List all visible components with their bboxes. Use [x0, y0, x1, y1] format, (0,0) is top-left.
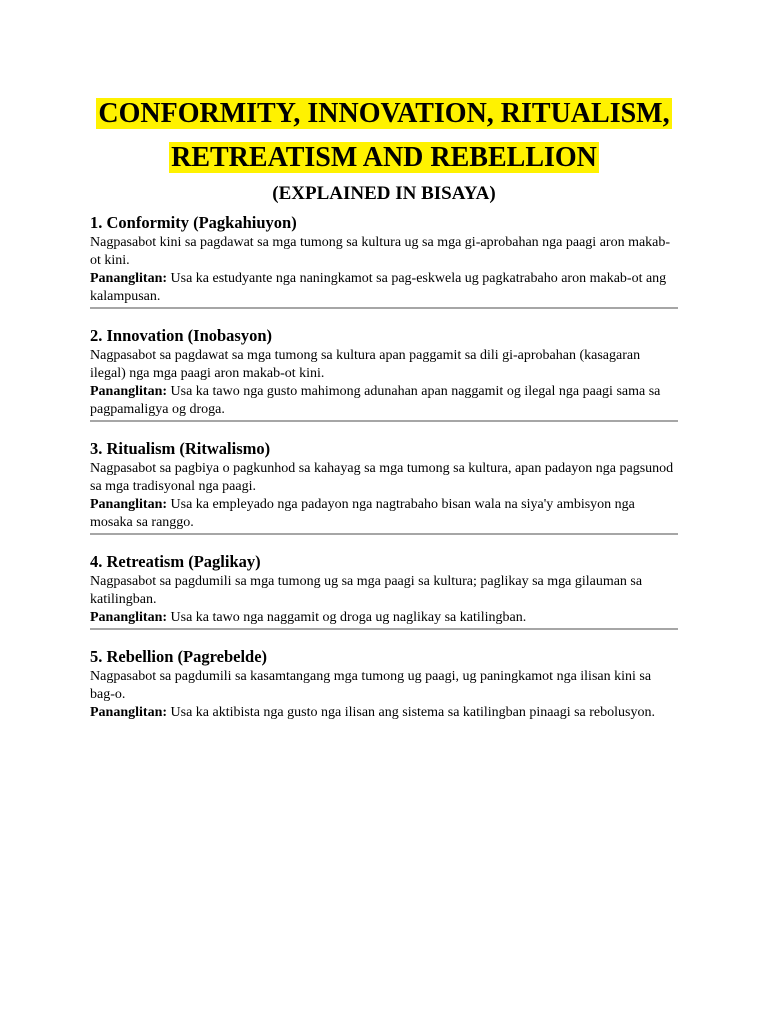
title-line-2: RETREATISM AND REBELLION: [171, 142, 597, 173]
section-heading: 3. Ritualism (Ritwalismo): [90, 439, 271, 458]
section-example: [90, 383, 678, 419]
section-innovation: [90, 325, 678, 422]
example-text: Usa ka aktibista nga gusto nga ilisan ang sistema sa katilingban pinaagi sa rebolusyon.: [170, 705, 655, 720]
section-body: Nagpasabot sa pagdawat sa mga tumong sa kultura apan paggamit sa dili gi-aprobahan (kasagaran ilegal) nga mga paagi aron makab-ot kini.: [90, 348, 641, 381]
section-conformity: [90, 212, 678, 309]
document-title: [90, 92, 678, 180]
section-divider: [90, 628, 678, 630]
example-text: Usa ka tawo nga naggamit og droga ug naglikay sa katilingban.: [170, 610, 527, 625]
example-text: Usa ka empleyado nga padayon nga nagtrabaho bisan wala na siya'y ambisyon nga mosaka sa ranggo.: [90, 497, 635, 530]
section-divider: [90, 420, 678, 422]
section-heading: 1. Conformity (Pagkahiuyon): [90, 213, 297, 232]
section-heading: 5. Rebellion (Pagrebelde): [90, 647, 268, 666]
section-example: [90, 609, 678, 627]
section-body: Nagpasabot sa pagbiya o pagkunhod sa kahayag sa mga tumong sa kultura, apan padayon nga pagsunod sa mga tradisyonal nga paagi.: [90, 461, 674, 494]
example-label: Pananglitan:: [90, 271, 168, 286]
section-rebellion: [90, 646, 678, 722]
section-retreatism: [90, 551, 678, 630]
document-subtitle: (EXPLAINED IN BISAYA): [272, 183, 496, 204]
example-label: Pananglitan:: [90, 610, 168, 625]
example-text: Usa ka estudyante nga naningkamot sa pag-eskwela ug pagkatrabaho aron makab-ot ang kalampusan.: [90, 271, 667, 304]
section-example: [90, 704, 678, 722]
section-body: Nagpasabot sa pagdumili sa mga tumong ug sa mga paagi sa kultura; paglikay sa mga gilauman sa katilingban.: [90, 574, 643, 607]
example-text: Usa ka tawo nga gusto mahimong adunahan apan naggamit og ilegal nga paagi sama sa pagpamaligya og droga.: [90, 384, 661, 417]
title-line-1: CONFORMITY, INNOVATION, RITUALISM,: [98, 98, 670, 129]
section-example: [90, 270, 678, 306]
section-heading: 2. Innovation (Inobasyon): [90, 326, 273, 345]
section-example: [90, 496, 678, 532]
section-ritualism: [90, 438, 678, 535]
example-label: Pananglitan:: [90, 705, 168, 720]
section-heading: 4. Retreatism (Paglikay): [90, 552, 261, 571]
example-label: Pananglitan:: [90, 497, 168, 512]
section-body: Nagpasabot kini sa pagdawat sa mga tumong sa kultura ug sa mga gi-aprobahan nga paagi aron makab-ot kini.: [90, 235, 671, 268]
section-body: Nagpasabot sa pagdumili sa kasamtangang mga tumong ug paagi, ug paningkamot nga ilisan kini sa bag-o.: [90, 669, 652, 702]
section-divider: [90, 307, 678, 309]
example-label: Pananglitan:: [90, 384, 168, 399]
section-divider: [90, 533, 678, 535]
